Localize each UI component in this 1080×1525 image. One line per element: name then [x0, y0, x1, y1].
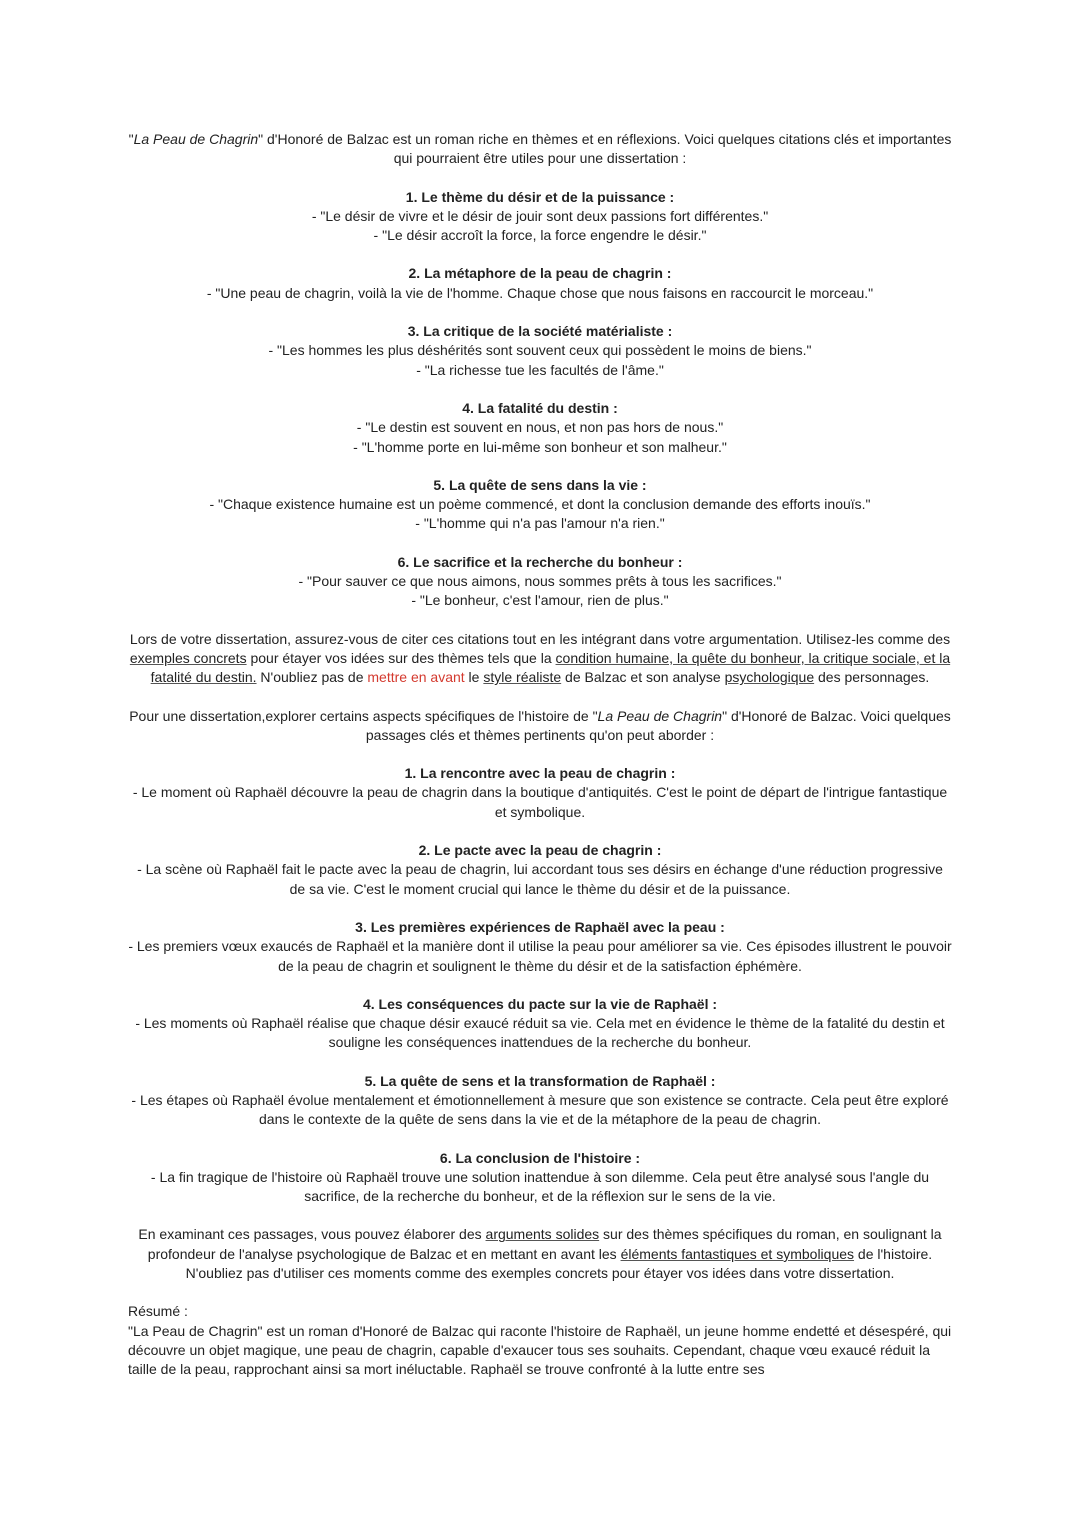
passage-text: - Les moments où Raphaël réalise que chaque désir exaucé réduit sa vie. Cela met en évidence le thème de la fatalité du destin et souligne les conséquences inattendues de la recherche du bonheur.	[135, 1015, 945, 1051]
quote: - "Les hommes les plus déshérités sont souvent ceux qui possèdent le moins de biens."	[268, 342, 812, 359]
book-title: La Peau de Chagrin	[133, 131, 259, 147]
document-body	[128, 130, 952, 1380]
passage-3	[128, 918, 952, 976]
theme-heading: 4. La fatalité du destin :	[462, 399, 618, 416]
passage-text: - Les étapes où Raphaël évolue mentalement et émotionnellement à mesure que son existence se contracte. Cela peut être exploré dans le contexte de la quête de sens dans la vie et de la métaphore de la peau de chagrin.	[131, 1091, 949, 1128]
passage-heading: 3. Les premières expériences de Raphaël avec la peau :	[355, 918, 725, 935]
summary-text: "La Peau de Chagrin" est un roman d'Honoré de Balzac qui raconte l'histoire de Raphaël, un jeune homme endetté et désespéré, qui découvre un objet magique, une peau de chagrin, capable d'exaucer tous ses souhaits. Cependant, chaque vœu exaucé réduit la taille de la peau, rapprochant ainsi sa mort inéluctable. Raphaël se trouve confronté à la lutte entre ses	[128, 1322, 952, 1378]
passage-heading: 1. La rencontre avec la peau de chagrin :	[404, 765, 676, 782]
underlined-phrase: arguments solides	[485, 1226, 600, 1243]
theme-3	[128, 322, 952, 380]
theme-1	[128, 188, 952, 246]
highlighted-phrase: mettre en avant	[367, 669, 465, 686]
advice-paragraph: Lors de votre dissertation, assurez-vous de citer ces citations tout en les intégrant dans votre argumentation. Utilisez-les comme des exemples concrets pour étayer vos idées sur des thèmes tels que la condition humaine, la quête du bonheur, la critique sociale, et la fatalité du destin. N'oubliez pas de mettre en avant le style réaliste de Balzac et son analyse psychologique des personnages.	[129, 630, 951, 686]
passage-4	[128, 995, 952, 1053]
underlined-phrase: style réaliste	[483, 669, 562, 686]
summary-label: Résumé :	[128, 1303, 188, 1320]
passage-text: - La fin tragique de l'histoire où Raphaël trouve une solution inattendue à son dilemme. Cela peut être analysé sous l'angle du sacrifice, de la recherche du bonheur, et de la réflexion sur le sens de la vie.	[150, 1168, 930, 1205]
quote: - "Une peau de chagrin, voilà la vie de l'homme. Chaque chose que nous faisons en raccourcit le morceau."	[206, 284, 874, 301]
summary-section	[128, 1302, 952, 1379]
passage-heading: 6. La conclusion de l'histoire :	[439, 1149, 641, 1166]
theme-4	[128, 399, 952, 457]
theme-heading: 6. Le sacrifice et la recherche du bonheur :	[397, 553, 683, 570]
passage-2	[128, 841, 952, 899]
theme-heading: 2. La métaphore de la peau de chagrin :	[408, 265, 672, 282]
passage-text: - La scène où Raphaël fait le pacte avec la peau de chagrin, lui accordant tous ses désirs en échange d'une réduction progressive de sa vie. C'est le moment crucial qui lance le thème du désir et de la puissance.	[137, 861, 943, 897]
quote: - "Le bonheur, c'est l'amour, rien de plus."	[411, 592, 669, 609]
book-title: La Peau de Chagrin	[597, 707, 723, 724]
passage-text: - Les premiers vœux exaucés de Raphaël et la manière dont il utilise la peau pour améliorer sa vie. Ces épisodes illustrent le pouvoir de la peau de chagrin et soulignent le thème du désir et de la satisfaction éphémère.	[128, 938, 952, 974]
quote: - "Chaque existence humaine est un poème commencé, et dont la conclusion demande des efforts inouïs."	[209, 496, 871, 513]
theme-2	[128, 264, 952, 303]
quote: - "La richesse tue les facultés de l'âme."	[416, 361, 664, 378]
underlined-phrase: exemples concrets	[129, 649, 247, 666]
conclusion-paragraph: En examinant ces passages, vous pouvez élaborer des arguments solides sur des thèmes spécifiques du roman, en soulignant la profondeur de l'analyse psychologique de Balzac et en mettant en avant les éléments fantastiques et symboliques de l'histoire. N'oubliez pas d'utiliser ces moments comme des exemples concrets pour étayer vos idées dans votre dissertation.	[138, 1226, 942, 1282]
passage-1	[128, 764, 952, 822]
quote: - "L'homme qui n'a pas l'amour n'a rien."	[415, 515, 665, 532]
intro-paragraph: "La Peau de Chagrin" d'Honoré de Balzac est un roman riche en thèmes et en réflexions. Voici quelques citations clés et importantes qui pourraient être utiles pour une dissertation :	[128, 131, 952, 167]
quote: - "Le destin est souvent en nous, et non pas hors de nous."	[356, 419, 724, 436]
passage-heading: 4. Les conséquences du pacte sur la vie de Raphaël :	[362, 995, 718, 1012]
passage-text: - Le moment où Raphaël découvre la peau de chagrin dans la boutique d'antiquités. C'est le point de départ de l'intrigue fantastique et symbolique.	[132, 784, 948, 820]
passage-6	[128, 1149, 952, 1207]
underlined-phrase: éléments fantastiques et symboliques	[620, 1245, 855, 1262]
theme-heading: 3. La critique de la société matérialiste :	[407, 323, 673, 340]
passages-intro-paragraph: Pour une dissertation,explorer certains aspects spécifiques de l'histoire de "La Peau de Chagrin" d'Honoré de Balzac. Voici quelques passages clés et thèmes pertinents qu'on peut aborder :	[129, 707, 951, 743]
theme-6	[128, 553, 952, 611]
quote: - "Le désir accroît la force, la force engendre le désir."	[373, 227, 707, 244]
passage-heading: 5. La quête de sens et la transformation de Raphaël :	[364, 1072, 716, 1089]
passage-heading: 2. Le pacte avec la peau de chagrin :	[418, 842, 662, 859]
theme-5	[128, 476, 952, 534]
underlined-phrase: condition humaine, la quête du bonheur, la critique sociale, et la fatalité du destin.	[150, 649, 951, 686]
quote: - "Le désir de vivre et le désir de jouir sont deux passions fort différentes."	[311, 207, 769, 224]
quote: - "Pour sauver ce que nous aimons, nous sommes prêts à tous les sacrifices."	[298, 573, 782, 590]
passage-5	[128, 1072, 952, 1130]
underlined-phrase: psychologique	[724, 669, 815, 686]
quote: - "L'homme porte en lui-même son bonheur et son malheur."	[353, 438, 727, 455]
theme-heading: 5. La quête de sens dans la vie :	[433, 476, 647, 493]
theme-heading: 1. Le thème du désir et de la puissance :	[405, 188, 675, 205]
